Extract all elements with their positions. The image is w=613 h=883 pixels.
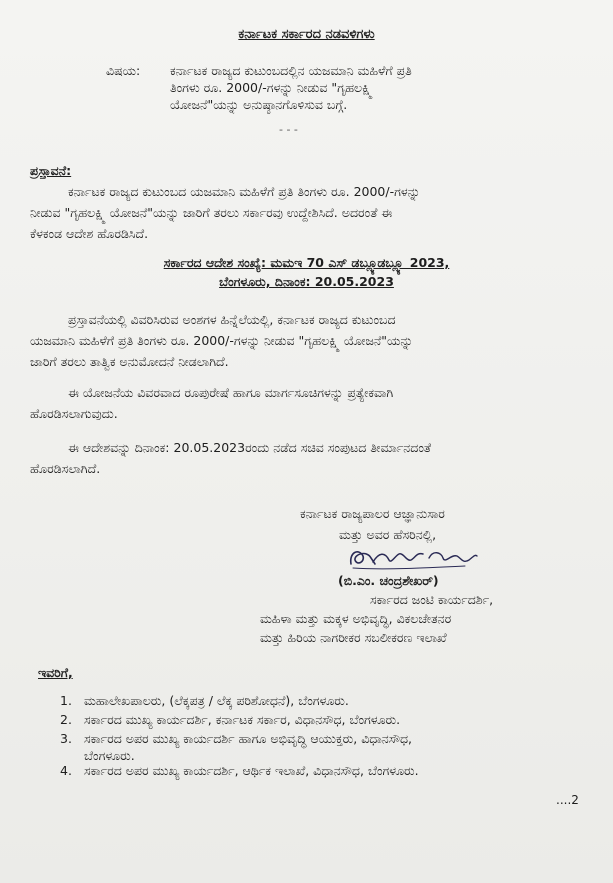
body-line: ಈ ಯೋಜನೆಯ ವಿವರವಾದ ರೂಪುರೇಷೆ ಹಾಗೂ ಮಾರ್ಗಸೂಚಿಗಳನ್ನು ಪ್ರತ್ಯೇಕವಾಗಿ <box>68 385 394 400</box>
body-line: ಯಜಮಾನಿ ಮಹಿಳೆಗೆ ಪ್ರತಿ ತಿಂಗಳು ರೂ. 2000/-ಗಳನ್ನು ನೀಡುವ "ಗೃಹಲಕ್ಷ್ಮಿ ಯೋಜನೆ"ಯನ್ನು <box>30 333 414 348</box>
preamble-heading: ಪ್ರಸ್ತಾವನೆ: <box>30 163 72 178</box>
copy-item-text: ಸರ್ಕಾರದ ಅಪರ ಮುಖ್ಯ ಕಾರ್ಯದರ್ಶಿ, ಆರ್ಥಿಕ ಇಲಾಖೆ, ವಿಧಾನಸೌಧ, ಬೆಂಗಳೂರು. <box>84 763 419 778</box>
order-number: ಸರ್ಕಾರದ ಆದೇಶ ಸಂಖ್ಯೆ: ಮಮಇ 70 ಎಸ್ ಡಬ್ಲ್ಯೂಡಬ್ಲ್ಯೂ 2023, <box>163 255 450 270</box>
preamble-line: ನೀಡುವ "ಗೃಹಲಕ್ಷ್ಮಿ ಯೋಜನೆ"ಯನ್ನು ಜಾರಿಗೆ ತರಲು ಸರ್ಕಾರವು ಉದ್ದೇಶಿಸಿದೆ. ಅದರಂತೆ ಈ <box>30 205 393 220</box>
body-line: ಈ ಆದೇಶವನ್ನು ದಿನಾಂಕ: 20.05.2023ರಂದು ನಡೆದ ಸಚಿವ ಸಂಪುಟದ ತೀರ್ಮಾನದಂತೆ <box>68 440 431 455</box>
preamble-line: ಕೆಳಕಂಡ ಆದೇಶ ಹೊರಡಿಸಿದೆ. <box>30 226 149 241</box>
subject-label: ವಿಷಯ: <box>106 63 141 78</box>
copy-item-text: ಬೆಂಗಳೂರು. <box>84 748 135 763</box>
copy-item-number: 4. <box>60 763 72 778</box>
authority-line: ಮತ್ತು ಅವರ ಹೆಸರಿನಲ್ಲಿ, <box>339 527 437 542</box>
copy-item-text: ಸರ್ಕಾರದ ಅಪರ ಮುಖ್ಯ ಕಾರ್ಯದರ್ಶಿ ಹಾಗೂ ಅಭಿವೃದ್ಧಿ ಆಯುಕ್ತರು, ವಿಧಾನಸೌಧ, <box>84 731 413 746</box>
authority-line: ಕರ್ನಾಟಕ ರಾಜ್ಯಪಾಲರ ಆಜ್ಞಾನುಸಾರ <box>300 506 445 521</box>
copy-item-number: 1. <box>60 693 72 708</box>
copy-item-number: 2. <box>60 712 72 727</box>
copy-to-heading: ಇವರಿಗೆ, <box>38 665 73 680</box>
signatory-department: ಮಹಿಳಾ ಮತ್ತು ಮಕ್ಕಳ ಅಭಿವೃದ್ಧಿ, ವಿಕಲಚೇತನರ <box>260 611 452 626</box>
copy-item-text: ಮಹಾಲೇಖಪಾಲರು, (ಲೆಕ್ಕಪತ್ರ / ಲೆಕ್ಕ ಪರಿಶೋಧನೆ), ಬೆಂಗಳೂರು. <box>84 693 349 708</box>
signatory-department: ಮತ್ತು ಹಿರಿಯ ನಾಗರೀಕರ ಸಬಲೀಕರಣ ಇಲಾಖೆ <box>260 630 447 645</box>
handwritten-signature <box>345 542 480 574</box>
order-date: ಬೆಂಗಳೂರು, ದಿನಾಂಕ: 20.05.2023 <box>219 274 394 289</box>
signatory-name: (ಬಿ.ಎಂ. ಚಂದ್ರಶೇಖರ್) <box>338 573 439 588</box>
body-line: ಹೊರಡಿಸಲಾಗಿದೆ. <box>30 461 101 476</box>
subject-line: ತಿಂಗಳು ರೂ. 2000/-ಗಳನ್ನು ನೀಡುವ "ಗೃಹಲಕ್ಷ್ಮಿ <box>170 80 373 95</box>
separator: - - - <box>279 123 298 136</box>
page-number: ....2 <box>556 793 579 807</box>
signatory-designation: ಸರ್ಕಾರದ ಜಂಟಿ ಕಾರ್ಯದರ್ಶಿ, <box>370 592 494 607</box>
copy-item-number: 3. <box>60 731 72 746</box>
preamble-line: ಕರ್ನಾಟಕ ರಾಜ್ಯದ ಕುಟುಂಬದ ಯಜಮಾನಿ ಮಹಿಳೆಗೆ ಪ್ರತಿ ತಿಂಗಳು ರೂ. 2000/-ಗಳನ್ನು <box>68 184 421 199</box>
copy-item-text: ಸರ್ಕಾರದ ಮುಖ್ಯ ಕಾರ್ಯದರ್ಶಿ, ಕರ್ನಾಟಕ ಸರ್ಕಾರ, ವಿಧಾನಸೌಧ, ಬೆಂಗಳೂರು. <box>84 712 401 727</box>
subject-line: ಯೋಜನೆ"ಯನ್ನು ಅನುಷ್ಠಾನಗೊಳಿಸುವ ಬಗ್ಗೆ. <box>170 97 348 112</box>
document-title: ಕರ್ನಾಟಕ ಸರ್ಕಾರದ ನಡವಳಿಗಳು <box>238 27 375 42</box>
body-line: ಹೊರಡಿಸಲಾಗುವುದು. <box>30 406 118 421</box>
body-line: ಪ್ರಸ್ತಾವನೆಯಲ್ಲಿ ವಿವರಿಸಿರುವ ಅಂಶಗಳ ಹಿನ್ನೆಲೆಯಲ್ಲಿ, ಕರ್ನಾಟಕ ರಾಜ್ಯದ ಕುಟುಂಬದ <box>68 312 396 327</box>
body-line: ಜಾರಿಗೆ ತರಲು ತಾತ್ವಿಕ ಅನುಮೋದನೆ ನೀಡಲಾಗಿದೆ. <box>30 354 229 369</box>
subject-line: ಕರ್ನಾಟಕ ರಾಜ್ಯದ ಕುಟುಂಬದಲ್ಲಿನ ಯಜಮಾನಿ ಮಹಿಳೆಗೆ ಪ್ರತಿ <box>170 63 412 78</box>
